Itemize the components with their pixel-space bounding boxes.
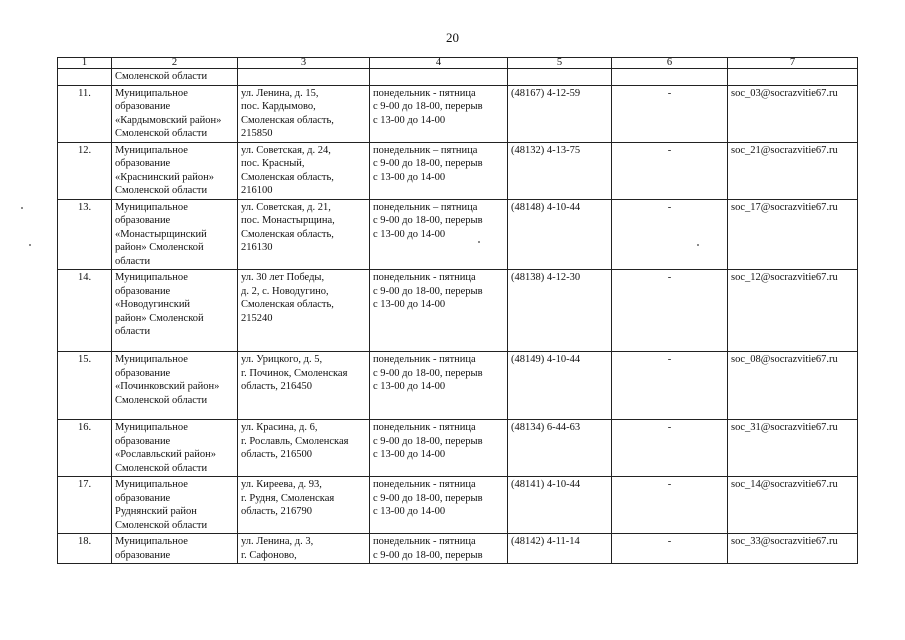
column-header-6: 6	[612, 58, 728, 69]
cell-num: 11.	[58, 85, 112, 142]
cell-phone: (48148) 4-10-44	[508, 199, 612, 270]
table-row	[58, 477, 858, 534]
cell-col6: -	[612, 534, 728, 564]
cell-address: ул. Урицкого, д. 5, г. Починок, Смоленская область, 216450	[238, 352, 370, 420]
cell-col6: -	[612, 199, 728, 270]
cell-email: soc_31@socrazvitie67.ru	[728, 420, 858, 477]
column-header-5: 5	[508, 58, 612, 69]
table-row	[58, 534, 858, 564]
cell-col6: -	[612, 477, 728, 534]
cell-hours: понедельник – пятница с 9-00 до 18-00, перерыв с 13-00 до 14-00	[370, 199, 508, 270]
cell-address: ул. Красина, д. 6, г. Рославль, Смоленская область, 216500	[238, 420, 370, 477]
cell-phone: (48134) 6-44-63	[508, 420, 612, 477]
cell-col6: -	[612, 420, 728, 477]
cell-hours	[370, 69, 508, 86]
cell-email: soc_21@socrazvitie67.ru	[728, 142, 858, 199]
header-row	[58, 58, 858, 69]
cell-phone: (48141) 4-10-44	[508, 477, 612, 534]
continuation-row	[58, 69, 858, 86]
page-number: 20	[446, 30, 459, 45]
scan-speck	[21, 207, 23, 209]
cell-phone: (48149) 4-10-44	[508, 352, 612, 420]
table-row	[58, 142, 858, 199]
column-header-2: 2	[112, 58, 238, 69]
table-row	[58, 85, 858, 142]
cell-hours: понедельник - пятница с 9-00 до 18-00, перерыв с 13-00 до 14-00	[370, 270, 508, 352]
cell-phone	[508, 69, 612, 86]
cell-col6: -	[612, 352, 728, 420]
column-header-1: 1	[58, 58, 112, 69]
cell-phone: (48142) 4-11-14	[508, 534, 612, 564]
cell-address: ул. Ленина, д. 15, пос. Кардымово, Смоленская область, 215850	[238, 85, 370, 142]
cell-address: ул. Киреева, д. 93, г. Рудня, Смоленская область, 216790	[238, 477, 370, 534]
cell-col6: -	[612, 270, 728, 352]
registry-table	[57, 57, 858, 564]
cell-email	[728, 69, 858, 86]
cell-col6	[612, 69, 728, 86]
cell-address: ул. Ленина, д. 3, г. Сафоново,	[238, 534, 370, 564]
cell-num: 17.	[58, 477, 112, 534]
cell-address: ул. Советская, д. 24, пос. Красный, Смоленская область, 216100	[238, 142, 370, 199]
cell-hours: понедельник - пятница с 9-00 до 18-00, перерыв с 13-00 до 14-00	[370, 420, 508, 477]
cell-phone: (48167) 4-12-59	[508, 85, 612, 142]
cell-num: 15.	[58, 352, 112, 420]
cell-name: Муниципальное образование «Починковский район» Смоленской области	[112, 352, 238, 420]
cell-address: ул. Советская, д. 21, пос. Монастырщина, Смоленская область, 216130	[238, 199, 370, 270]
scan-speck	[697, 244, 699, 246]
cell-address: ул. 30 лет Победы, д. 2, с. Новодугино, Смоленская область, 215240	[238, 270, 370, 352]
cell-num: 18.	[58, 534, 112, 564]
cell-num: 14.	[58, 270, 112, 352]
scan-speck	[29, 244, 31, 246]
cell-num: 12.	[58, 142, 112, 199]
cell-phone: (48132) 4-13-75	[508, 142, 612, 199]
cell-name: Муниципальное образование «Монастырщинский район» Смоленской области	[112, 199, 238, 270]
cell-num: 13.	[58, 199, 112, 270]
cell-email: soc_03@socrazvitie67.ru	[728, 85, 858, 142]
cell-email: soc_12@socrazvitie67.ru	[728, 270, 858, 352]
cell-name: Муниципальное образование	[112, 534, 238, 564]
cell-col6: -	[612, 85, 728, 142]
cell-email: soc_14@socrazvitie67.ru	[728, 477, 858, 534]
cell-address	[238, 69, 370, 86]
cell-phone: (48138) 4-12-30	[508, 270, 612, 352]
table-row	[58, 199, 858, 270]
cell-name: Муниципальное образование «Рославльский район» Смоленской области	[112, 420, 238, 477]
cell-hours: понедельник - пятница с 9-00 до 18-00, перерыв с 13-00 до 14-00	[370, 85, 508, 142]
cell-name: Муниципальное образование Руднянский район Смоленской области	[112, 477, 238, 534]
cell-hours: понедельник - пятница с 9-00 до 18-00, перерыв с 13-00 до 14-00	[370, 352, 508, 420]
table-row	[58, 352, 858, 420]
cell-email: soc_33@socrazvitie67.ru	[728, 534, 858, 564]
cell-name: Муниципальное образование «Новодугинский район» Смоленской области	[112, 270, 238, 352]
cell-hours: понедельник - пятница с 9-00 до 18-00, перерыв	[370, 534, 508, 564]
table-row	[58, 270, 858, 352]
cell-hours: понедельник - пятница с 9-00 до 18-00, перерыв с 13-00 до 14-00	[370, 477, 508, 534]
cell-email: soc_17@socrazvitie67.ru	[728, 199, 858, 270]
cell-name: Муниципальное образование «Краснинский район» Смоленской области	[112, 142, 238, 199]
scan-speck	[478, 241, 480, 243]
cell-email: soc_08@socrazvitie67.ru	[728, 352, 858, 420]
cell-hours: понедельник – пятница с 9-00 до 18-00, перерыв с 13-00 до 14-00	[370, 142, 508, 199]
cell-name: Муниципальное образование «Кардымовский район» Смоленской области	[112, 85, 238, 142]
cell-name: Смоленской области	[112, 69, 238, 86]
column-header-4: 4	[370, 58, 508, 69]
column-header-7: 7	[728, 58, 858, 69]
cell-num: 16.	[58, 420, 112, 477]
cell-num	[58, 69, 112, 86]
cell-col6: -	[612, 142, 728, 199]
table-row	[58, 420, 858, 477]
column-header-3: 3	[238, 58, 370, 69]
